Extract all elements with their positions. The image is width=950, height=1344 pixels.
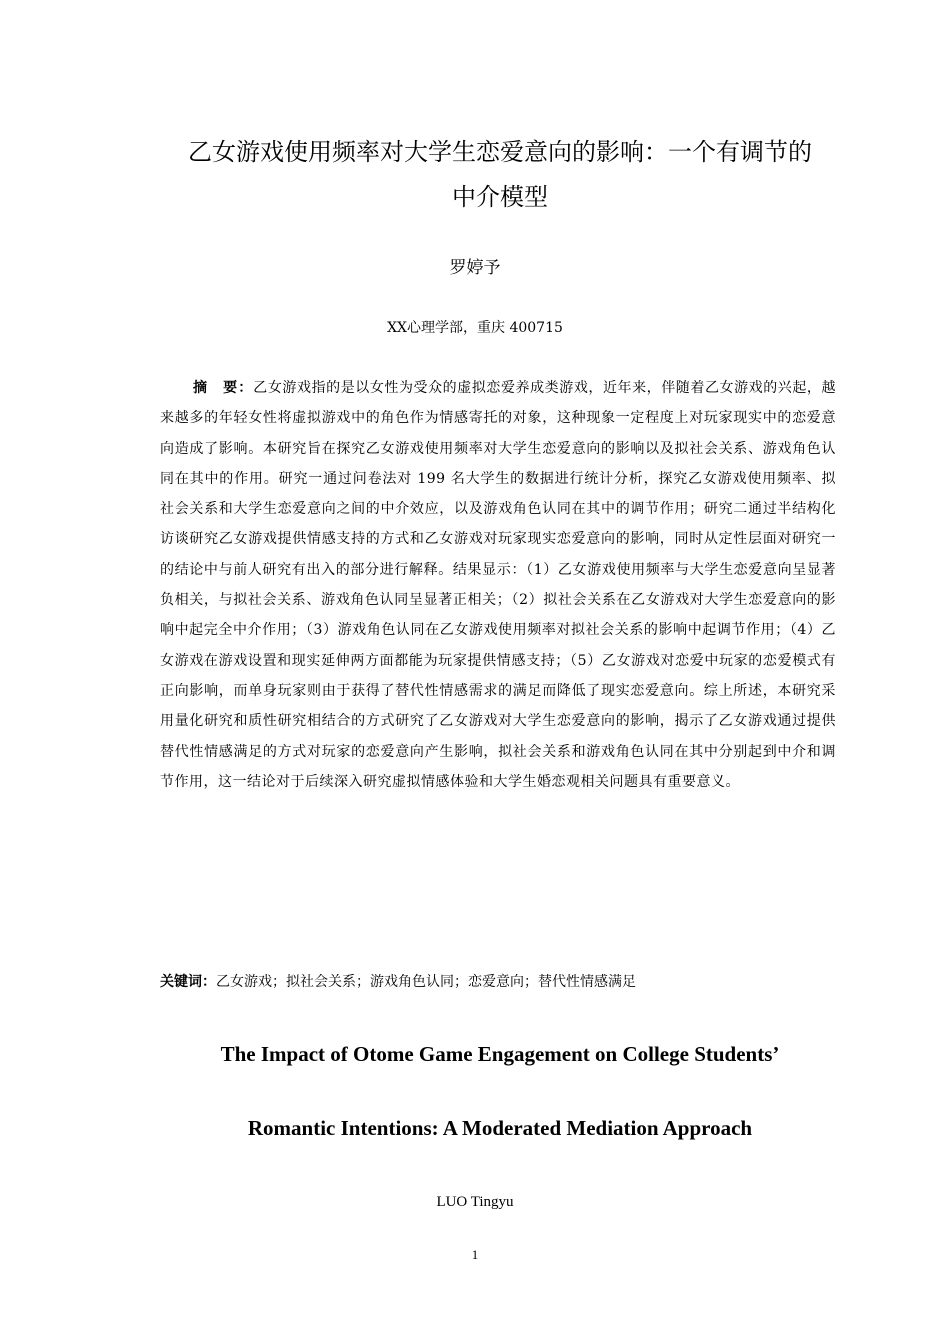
chinese-title-line-1: 乙女游戏使用频率对大学生恋爱意向的影响：一个有调节的 <box>188 138 812 166</box>
abstract <box>160 373 836 797</box>
english-title-line-1: The Impact of Otome Game Engagement on College Students’ <box>220 1042 780 1066</box>
english-author: LUO Tingyu <box>436 1194 514 1210</box>
page-number: 1 <box>471 1247 479 1262</box>
chinese-author: 罗婷予 <box>449 258 501 278</box>
abstract-text: 乙女游戏指的是以女性为受众的虚拟恋爱养成类游戏，近年来，伴随着乙女游戏的兴起，越来越多的年轻女性将虚拟游戏中的角色作为情感寄托的对象，这种现象一定程度上对玩家现实中的恋爱意向造成了影响。本研究旨在探究乙女游戏使用频率对大学生恋爱意向的影响以及拟社会关系、游戏角色认同在其中的作用。研究一通过问卷法对 199 名大学生的数据进行统计分析，探究乙女游戏使用频率、拟社会关系和大学生恋爱意向之间的中介效应，以及游戏角色认同在其中的调节作用；研究二通过半结构化访谈研究乙女游戏提供情感支持的方式和乙女游戏对玩家现实恋爱意向的影响，同时从定性层面对研究一的结论中与前人研究有出入的部分进行解释。结果显示：（1）乙女游戏使用频率与大学生恋爱意向呈显著负相关，与拟社会关系、游戏角色认同呈显著正相关；（2）拟社会关系在乙女游戏对大学生恋爱意向的影响中起完全中介作用；（3）游戏角色认同在乙女游戏使用频率对拟社会关系的影响中起调节作用；（4）乙女游戏在游戏设置和现实延伸两方面都能为玩家提供情感支持；（5）乙女游戏对恋爱中玩家的恋爱模式有正向影响，而单身玩家则由于获得了替代性情感需求的满足而降低了现实恋爱意向。综上所述，本研究采用量化研究和质性研究相结合的方式研究了乙女游戏对大学生恋爱意向的影响，揭示了乙女游戏通过提供替代性情感满足的方式对玩家的恋爱意向产生影响，拟社会关系和游戏角色认同在其中分别起到中介和调节作用，这一结论对于后续深入研究虚拟情感体验和大学生婚恋观相关问题具有重要意义。 <box>160 380 836 790</box>
abstract-label: 摘 要： <box>193 380 254 396</box>
keywords <box>160 970 860 994</box>
chinese-title-line-2: 中介模型 <box>452 183 548 211</box>
chinese-affiliation: XX心理学部，重庆 400715 <box>387 320 563 336</box>
english-title-line-2: Romantic Intentions: A Moderated Mediation Approach <box>247 1116 753 1140</box>
keywords-text: 乙女游戏；拟社会关系；游戏角色认同；恋爱意向；替代性情感满足 <box>216 974 636 990</box>
chinese-title <box>150 130 850 220</box>
keywords-label: 关键词： <box>160 974 216 990</box>
